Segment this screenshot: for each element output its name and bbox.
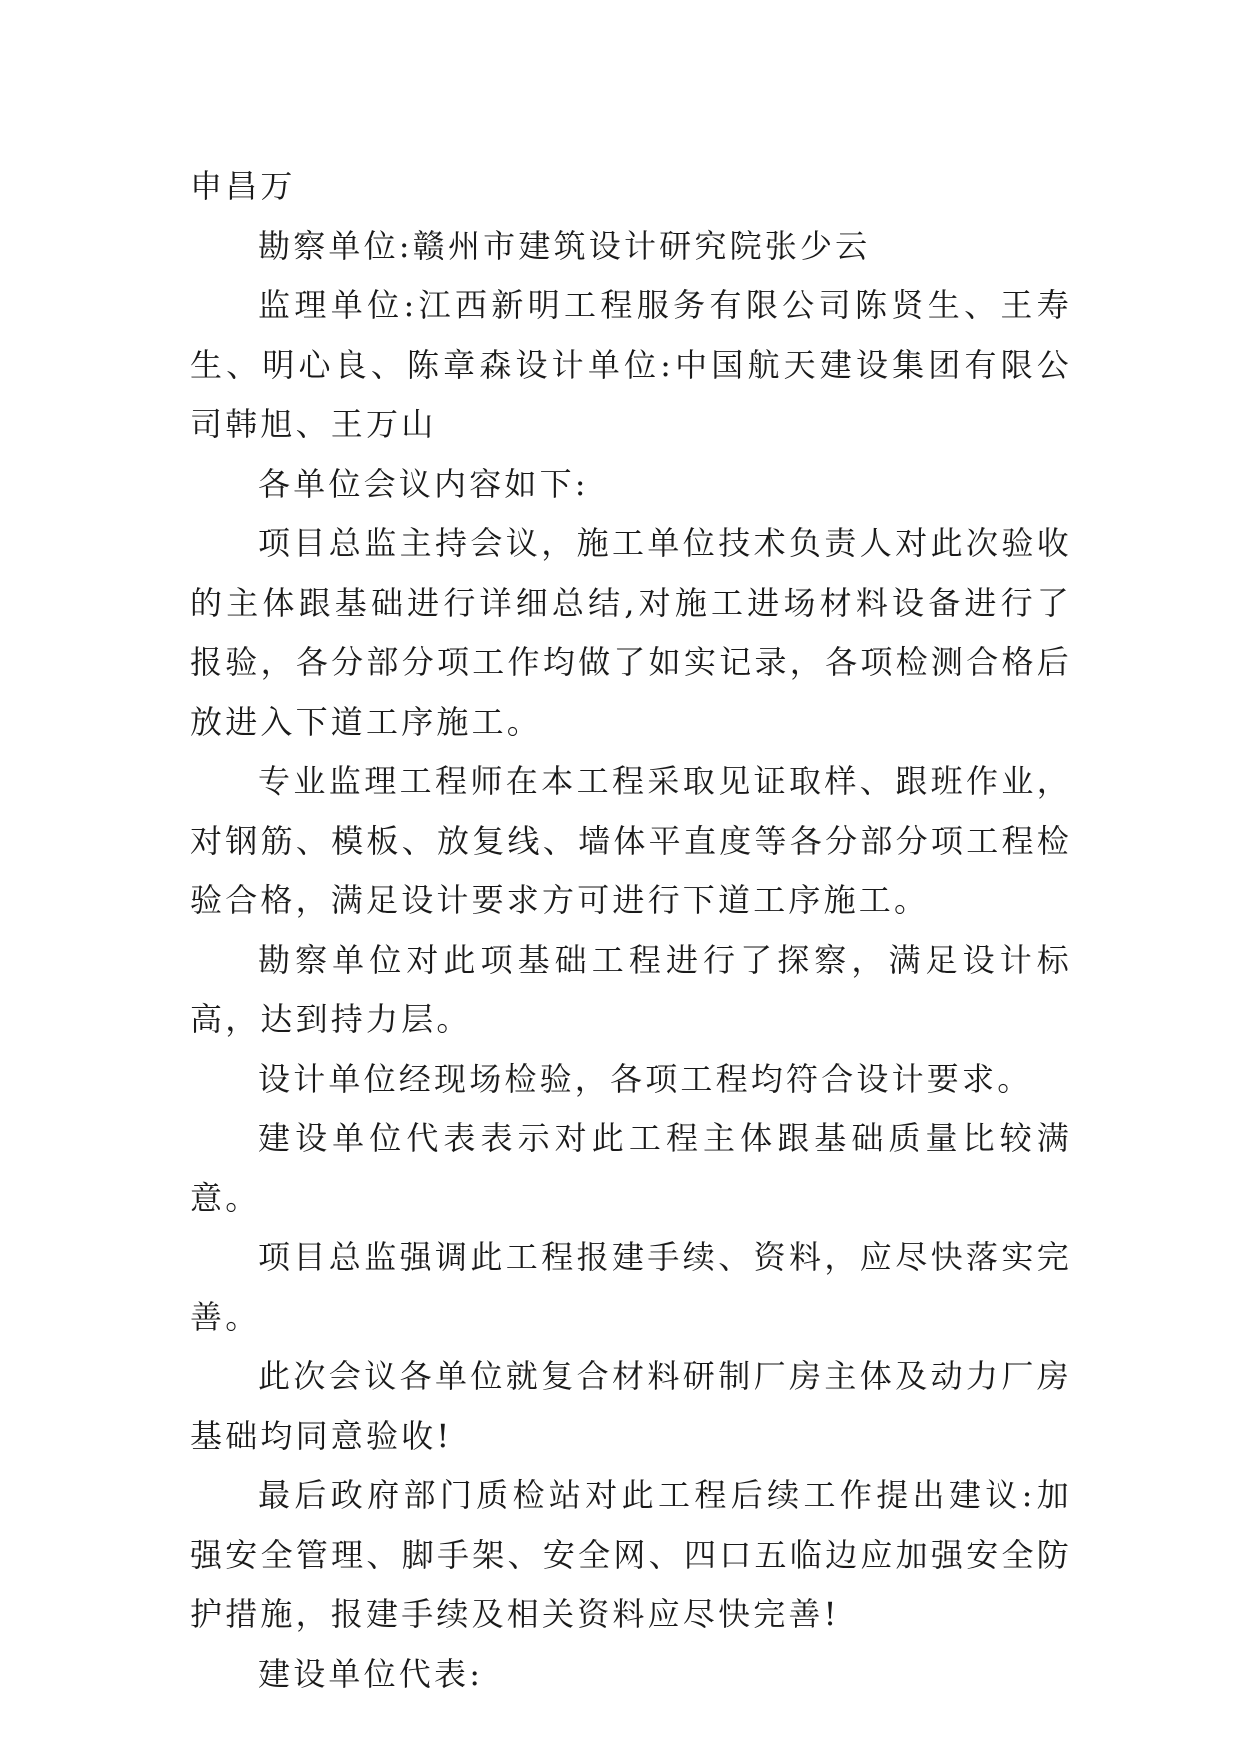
paragraph-supervision-engineer: 专业监理工程师在本工程采取见证取样、跟班作业，对钢筋、模板、放复线、墙体平直度等各分部分项工程检验合格，满足设计要求方可进行下道工序施工。 xyxy=(190,762,1072,919)
paragraph-acceptance-agreement: 此次会议各单位就复合材料研制厂房主体及动力厂房基础均同意验收! xyxy=(190,1357,1072,1455)
paragraph-supervision-design-units: 监理单位:江西新明工程服务有限公司陈贤生、王寿生、明心良、陈章森设计单位:中国航天建设集团有限公司韩旭、王万山 xyxy=(190,286,1072,443)
paragraph-design-result: 设计单位经现场检验，各项工程均符合设计要求。 xyxy=(258,1059,1033,1098)
paragraph-survey-unit: 勘察单位:赣州市建筑设计研究院张少云 xyxy=(258,226,871,265)
paragraph-chief-supervisor: 项目总监主持会议，施工单位技术负责人对此次验收的主体跟基础进行详细总结,对施工进场材料设备进行了报验，各分部分项工作均做了如实记录，各项检测合格后放进入下道工序施工。 xyxy=(190,524,1072,741)
document-body xyxy=(190,157,1072,1704)
paragraph-owner-satisfaction: 建设单位代表表示对此工程主体跟基础质量比较满意。 xyxy=(190,1119,1072,1217)
paragraph-owner-representative: 建设单位代表: xyxy=(258,1654,484,1693)
paragraph-survey-result: 勘察单位对此项基础工程进行了探察，满足设计标高，达到持力层。 xyxy=(190,940,1072,1038)
paragraph-meeting-intro: 各单位会议内容如下: xyxy=(258,464,589,503)
paragraph-continuation: 申昌万 xyxy=(190,167,296,205)
paragraph-government-advice: 最后政府部门质检站对此工程后续工作提出建议:加强安全管理、脚手架、安全网、四口五临边应加强安全防护措施，报建手续及相关资料应尽快完善! xyxy=(190,1476,1072,1633)
paragraph-chief-emphasis: 项目总监强调此工程报建手续、资料，应尽快落实完善。 xyxy=(190,1238,1072,1336)
